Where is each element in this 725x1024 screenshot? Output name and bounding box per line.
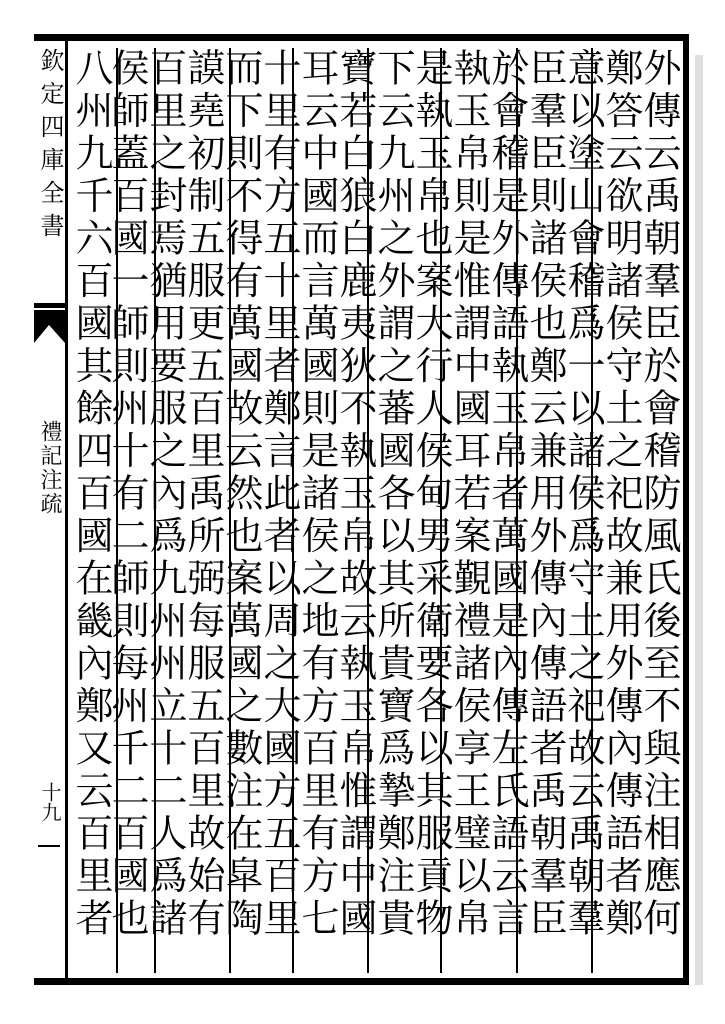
text-column-10: 耳云中國而言萬國則是諸侯之地有方百里有方七 <box>295 48 339 941</box>
text-column-15: 侯師蓋百國一師則州十有二師則每州千二百國也 <box>105 48 149 941</box>
top-border-rule <box>34 34 688 41</box>
text-column-2: 鄭答云欲明諸侯守土之祀故兼用外傳內傳語者鄭 <box>599 48 643 941</box>
text-column-9: 寶若白狼白鹿夷狄不執玉帛故云執玉帛惟謂中國 <box>333 48 377 941</box>
page-number-rule <box>38 845 60 847</box>
text-column-6: 執玉帛則是惟謂中國耳若案覲禮諸侯享王璧以帛 <box>447 48 491 941</box>
page-number: 十九 <box>38 782 62 822</box>
text-column-16: 八州九千六百國其餘四百國在畿內鄭又云百里者 <box>69 48 113 941</box>
text-column-14: 百里之封焉猶用要服之內爲九州州立十二人爲諸 <box>143 48 187 941</box>
text-column-3: 意以塗山會稽爲一以諸侯爲守土之祀故云禹朝羣 <box>561 48 605 941</box>
text-column-1: 外傳云禹朝羣臣於會稽防風氏後至不與注相應何 <box>637 48 681 941</box>
text-column-7: 是執玉帛也案大行人侯甸男采衛要各以其服貢物 <box>409 48 453 941</box>
page-edge-shadow <box>695 55 703 985</box>
text-column-5: 於會稽是外傳語執玉帛者萬國是內傳左氏語云言 <box>485 48 529 941</box>
margin-chapter-title: 禮記注疏 <box>37 420 62 516</box>
text-column-12: 而下則不得有萬國故云然也案萬國之數注在皐陶 <box>219 48 263 941</box>
text-column-4: 臣羣臣則諸侯也鄭云兼用外傳內傳語者禹朝羣臣 <box>523 48 567 941</box>
text-column-8: 下云九州之外謂之蕃國各以其所貴寶爲摯鄭注貴 <box>371 48 415 941</box>
text-column-11: 十里有方五十里者鄭言此者以周之大國方五百里 <box>257 48 301 941</box>
fish-tail-mark-icon <box>34 303 65 343</box>
bottom-border-rule <box>34 978 688 985</box>
text-column-13: 謨堯初制五服更五百里禹所弼每服五百里故始有 <box>181 48 225 941</box>
margin-book-title: 欽定四庫全書 <box>36 48 64 246</box>
